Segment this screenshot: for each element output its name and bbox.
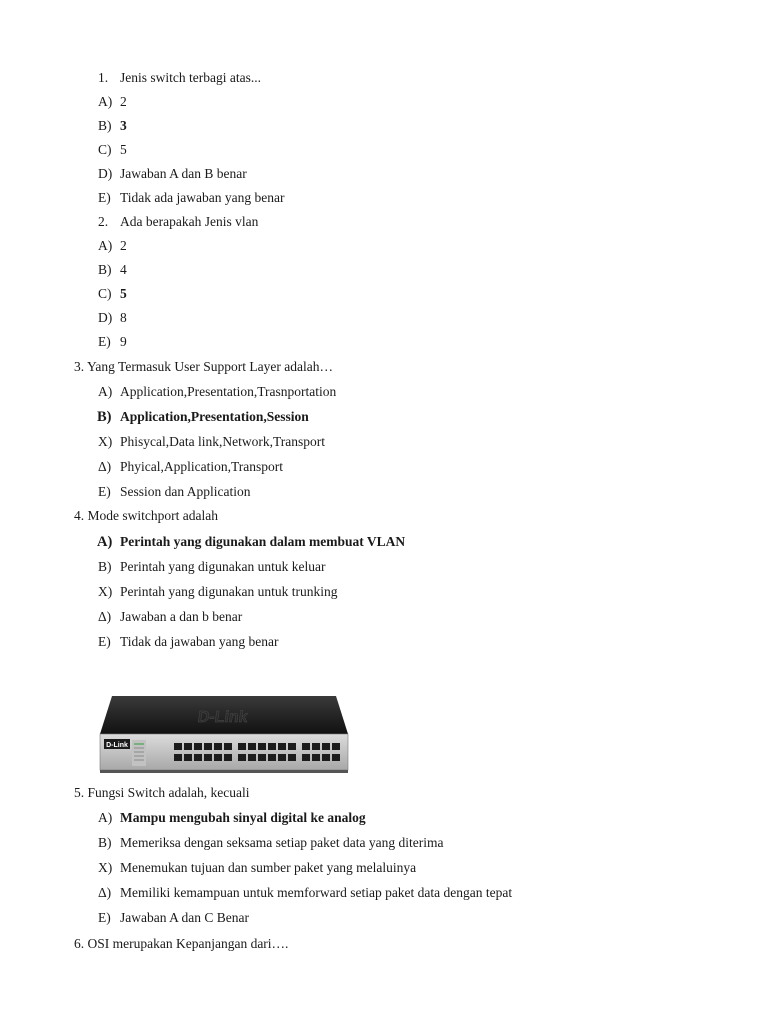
q4-option-c-label: X) — [98, 584, 113, 599]
q1-option-b-label: B) — [98, 118, 112, 133]
q5-option-c-text: Menemukan tujuan dan sumber paket yang melaluinya — [120, 860, 417, 875]
q4-option-e-text: Tidak da jawaban yang benar — [120, 634, 279, 649]
q5-option-e-text: Jawaban A dan C Benar — [120, 910, 249, 925]
q1-option-b-text: 3 — [120, 118, 127, 133]
q5-option-a-text: Mampu mengubah sinyal digital ke analog — [120, 810, 366, 825]
q3-option-b-text: Application,Presentation,Session — [120, 409, 309, 424]
q2-option-a-text: 2 — [120, 238, 127, 253]
q2-option-b-label: B) — [98, 262, 112, 277]
q3-option-d-text: Phyical,Application,Transport — [120, 459, 283, 474]
q5-option-b-label: B) — [98, 835, 112, 850]
q5-option-b-text: Memeriksa dengan seksama setiap paket data yang diterima — [120, 835, 444, 850]
q4-option-a-text: Perintah yang digunakan dalam membuat VLAN — [120, 534, 406, 549]
switch-front-logo: D-Link — [106, 742, 128, 749]
q2-option-e-text: 9 — [120, 334, 127, 349]
q6-text: 6. OSI merupakan Kepanjangan dari…. — [74, 936, 289, 951]
q2-option-d-text: 8 — [120, 310, 127, 325]
switch-top-logo: D-Link — [196, 708, 249, 726]
q3-option-b-label: B) — [97, 409, 112, 425]
q4-option-d-label: Δ) — [98, 609, 112, 624]
q2-option-c-text: 5 — [120, 286, 127, 301]
q3-option-e-text: Session dan Application — [120, 484, 251, 499]
q4-option-b-label: B) — [98, 559, 112, 574]
q2-option-a-label: A) — [98, 238, 113, 253]
q5-option-e-label: E) — [98, 910, 111, 925]
q4-option-d-text: Jawaban a dan b benar — [120, 609, 243, 624]
q1-option-d-text: Jawaban A dan B benar — [120, 166, 247, 181]
q3-option-c-text: Phisycal,Data link,Network,Transport — [120, 434, 325, 449]
q1-option-a-text: 2 — [120, 94, 127, 109]
q1-option-d-label: D) — [98, 166, 113, 181]
q3-option-e-label: E) — [98, 484, 111, 499]
network-switch-illustration — [98, 694, 350, 774]
q1-number: 1. — [98, 70, 109, 85]
network-switch-image — [98, 694, 350, 774]
q2-number: 2. — [98, 214, 109, 229]
q3-option-a-text: Application,Presentation,Trasnportation — [120, 384, 337, 399]
q4-option-e-label: E) — [98, 634, 111, 649]
q3-option-d-label: Δ) — [98, 459, 112, 474]
q1-option-e-label: E) — [98, 190, 111, 205]
q1-option-c-label: C) — [98, 142, 112, 157]
q5-option-c-label: X) — [98, 860, 113, 875]
q5-option-d-text: Memiliki kemampuan untuk memforward setiap paket data dengan tepat — [120, 885, 513, 900]
q1-option-e-text: Tidak ada jawaban yang benar — [120, 190, 285, 205]
q4-text: 4. Mode switchport adalah — [74, 508, 218, 523]
q3-text: 3. Yang Termasuk User Support Layer adalah… — [74, 359, 334, 374]
q2-option-d-label: D) — [98, 310, 113, 325]
q2-option-e-label: E) — [98, 334, 111, 349]
q3-option-c-label: X) — [98, 434, 113, 449]
q2-option-c-label: C) — [98, 286, 112, 301]
q5-option-d-label: Δ) — [98, 885, 112, 900]
q5-option-a-label: A) — [98, 810, 113, 825]
q5-text: 5. Fungsi Switch adalah, kecuali — [74, 785, 250, 800]
q4-option-c-text: Perintah yang digunakan untuk trunking — [120, 584, 338, 599]
q2-text: Ada berapakah Jenis vlan — [120, 214, 259, 229]
q4-option-a-label: A) — [97, 534, 113, 550]
q1-option-c-text: 5 — [120, 142, 127, 157]
q1-option-a-label: A) — [98, 94, 113, 109]
q4-option-b-text: Perintah yang digunakan untuk keluar — [120, 559, 326, 574]
q2-option-b-text: 4 — [120, 262, 127, 277]
q1-text: Jenis switch terbagi atas... — [120, 70, 261, 85]
q3-option-a-label: A) — [98, 384, 113, 399]
